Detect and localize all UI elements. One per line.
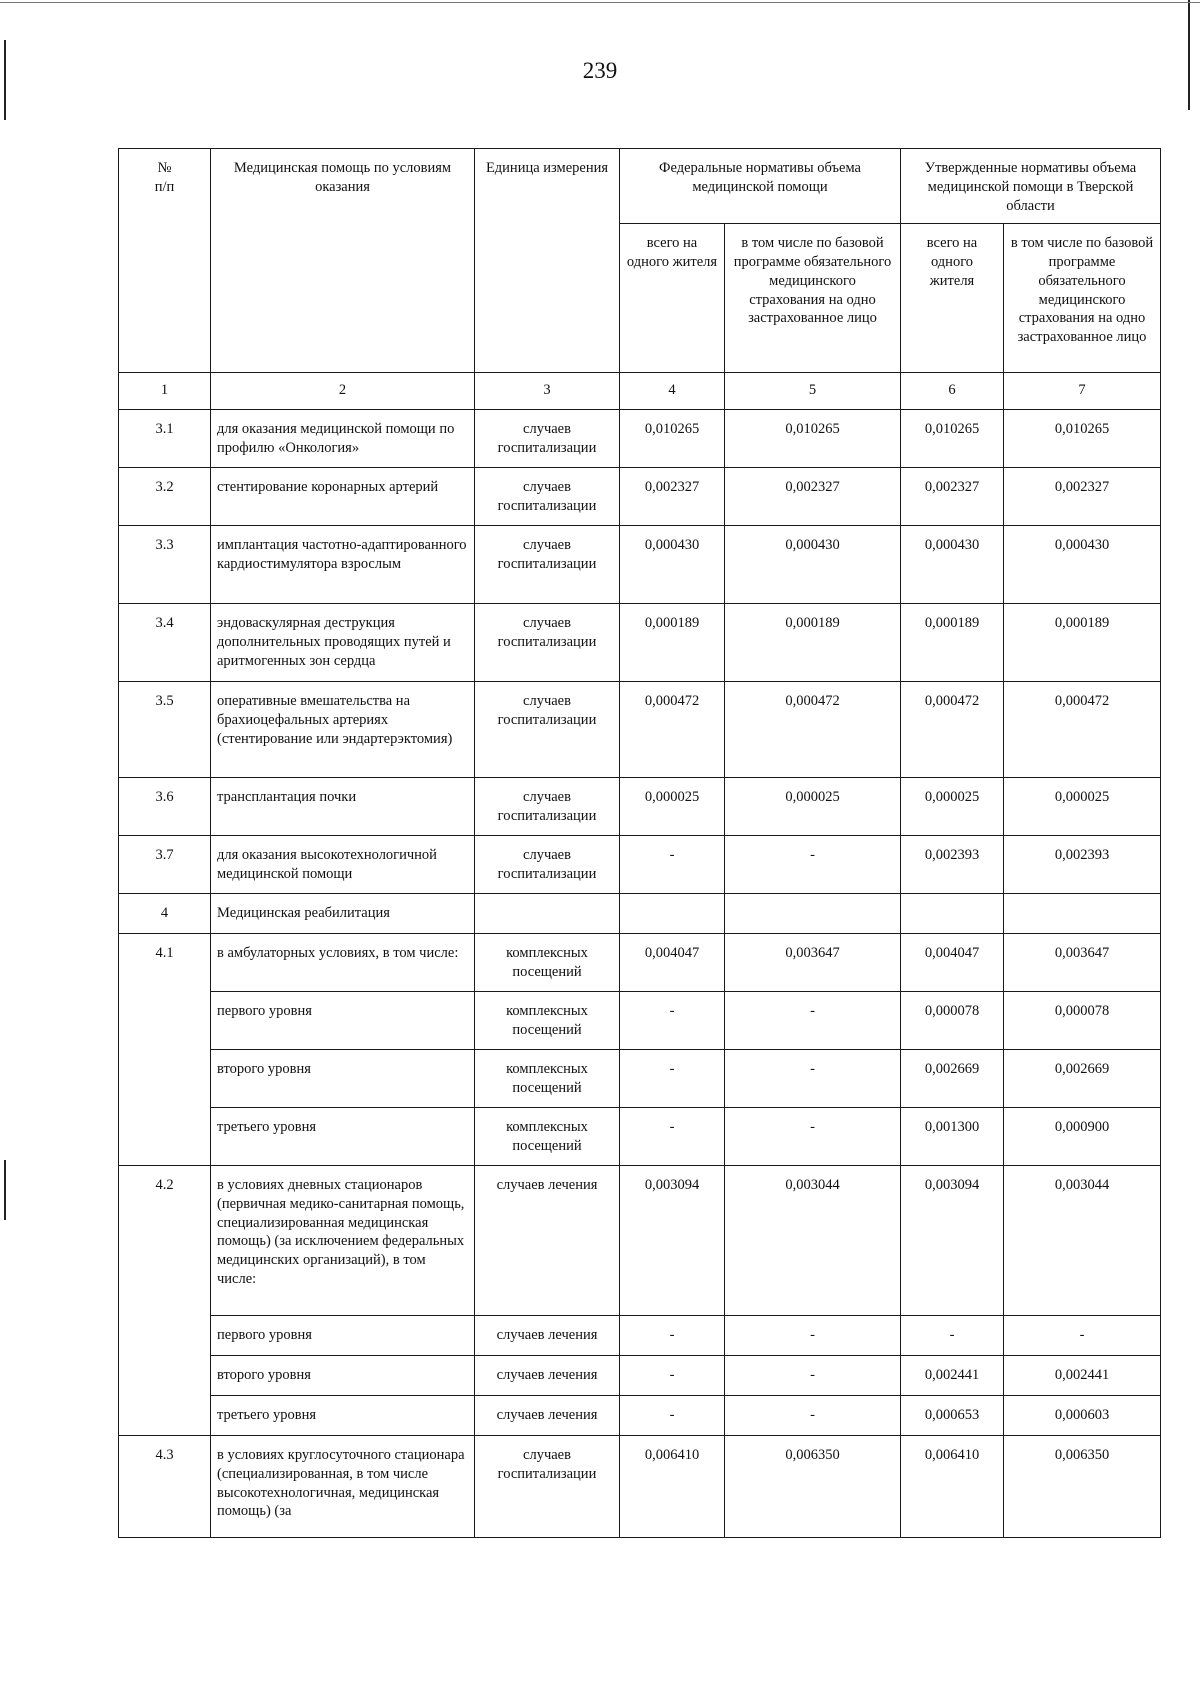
header-num-cont (119, 224, 211, 373)
column-number: 1 (119, 373, 211, 410)
row-number: 3.6 (119, 777, 211, 835)
table-row (119, 991, 1161, 1049)
row-approved-per-resident: 0,000189 (901, 603, 1004, 681)
row-approved-per-insured: 0,000025 (1004, 777, 1161, 835)
column-number: 7 (1004, 373, 1161, 410)
row-federal-per-insured (725, 893, 901, 933)
row-federal-per-insured: - (725, 1107, 901, 1165)
row-approved-per-resident (901, 893, 1004, 933)
row-federal-per-insured: - (725, 835, 901, 893)
row-unit (475, 893, 620, 933)
row-name: первого уровня (211, 991, 475, 1049)
row-name: третьего уровня (211, 1107, 475, 1165)
row-approved-per-insured: 0,000900 (1004, 1107, 1161, 1165)
row-approved-per-resident: 0,003094 (901, 1165, 1004, 1315)
row-approved-per-insured: 0,003044 (1004, 1165, 1161, 1315)
row-unit: случаев госпитализации (475, 603, 620, 681)
header-type: Медицинская помощь по условиям оказания (211, 149, 475, 224)
row-approved-per-resident: 0,001300 (901, 1107, 1004, 1165)
row-name: оперативные вмешательства на брахиоцефальных артериях (стентирование или эндартерэктомия) (211, 681, 475, 777)
row-approved-per-insured: 0,000603 (1004, 1395, 1161, 1435)
row-approved-per-insured: 0,002393 (1004, 835, 1161, 893)
row-approved-per-insured: 0,002441 (1004, 1355, 1161, 1395)
row-approved-per-resident: 0,004047 (901, 933, 1004, 991)
header-federal: Федеральные нормативы объема медицинской помощи (620, 149, 901, 224)
row-federal-per-resident: 0,000472 (620, 681, 725, 777)
row-number: 3.5 (119, 681, 211, 777)
page-number: 239 (582, 58, 618, 83)
table-row (119, 1435, 1161, 1537)
row-federal-per-insured: 0,000430 (725, 525, 901, 603)
row-federal-per-insured: 0,000025 (725, 777, 901, 835)
row-unit: случаев госпитализации (475, 467, 620, 525)
row-number: 4.2 (119, 1165, 211, 1435)
row-name: первого уровня (211, 1315, 475, 1355)
scan-edge-mark (4, 40, 6, 120)
row-approved-per-resident: 0,002393 (901, 835, 1004, 893)
header-approved-per-insured: в том числе по базовой программе обязательного медицинского страхования на одно застрахованное лицо (1004, 224, 1161, 373)
row-approved-per-resident: 0,010265 (901, 409, 1004, 467)
table-row (119, 1315, 1161, 1355)
row-federal-per-resident: 0,000025 (620, 777, 725, 835)
column-number: 4 (620, 373, 725, 410)
header-approved-per-resident: всего на одного жителя (901, 224, 1004, 373)
scan-edge-mark (0, 2, 1200, 3)
row-approved-per-insured: 0,003647 (1004, 933, 1161, 991)
row-number: 3.2 (119, 467, 211, 525)
row-approved-per-insured: 0,000472 (1004, 681, 1161, 777)
row-name: третьего уровня (211, 1395, 475, 1435)
table-row (119, 409, 1161, 467)
row-unit: комплексных посещений (475, 1107, 620, 1165)
table-row (119, 893, 1161, 933)
column-number-row (119, 373, 1161, 410)
row-approved-per-resident: 0,000025 (901, 777, 1004, 835)
scan-edge-mark (4, 1160, 6, 1220)
row-unit: случаев лечения (475, 1395, 620, 1435)
row-approved-per-insured: 0,010265 (1004, 409, 1161, 467)
row-approved-per-resident: 0,000653 (901, 1395, 1004, 1435)
header-approved: Утвержденные нормативы объема медицинской помощи в Тверской области (901, 149, 1161, 224)
row-federal-per-resident: - (620, 1355, 725, 1395)
row-federal-per-insured: 0,003647 (725, 933, 901, 991)
header-unit-cont (475, 224, 620, 373)
column-number: 3 (475, 373, 620, 410)
row-federal-per-resident: - (620, 1049, 725, 1107)
row-federal-per-resident: 0,004047 (620, 933, 725, 991)
row-approved-per-resident: 0,000078 (901, 991, 1004, 1049)
row-number: 3.3 (119, 525, 211, 603)
row-approved-per-insured: - (1004, 1315, 1161, 1355)
row-federal-per-insured: 0,000189 (725, 603, 901, 681)
row-name: в амбулаторных условиях, в том числе: (211, 933, 475, 991)
row-federal-per-insured: 0,003044 (725, 1165, 901, 1315)
table-row (119, 1395, 1161, 1435)
row-approved-per-resident: 0,002669 (901, 1049, 1004, 1107)
table-row (119, 1107, 1161, 1165)
row-number: 3.7 (119, 835, 211, 893)
table-row (119, 467, 1161, 525)
header-num: № п/п (119, 149, 211, 224)
header-unit: Единица измерения (475, 149, 620, 224)
row-federal-per-resident: 0,002327 (620, 467, 725, 525)
row-federal-per-resident: - (620, 991, 725, 1049)
row-unit: случаев лечения (475, 1355, 620, 1395)
row-federal-per-insured: 0,006350 (725, 1435, 901, 1537)
row-name: в условиях дневных стационаров (первичная медико-санитарная помощь, специализированная медицинская помощь) (за исключением федеральных медицинских организаций), в том числе: (211, 1165, 475, 1315)
row-unit: случаев госпитализации (475, 777, 620, 835)
row-federal-per-resident: - (620, 1107, 725, 1165)
row-name: стентирование коронарных артерий (211, 467, 475, 525)
column-number: 6 (901, 373, 1004, 410)
row-federal-per-resident (620, 893, 725, 933)
row-number: 3.4 (119, 603, 211, 681)
row-federal-per-insured: 0,000472 (725, 681, 901, 777)
row-federal-per-insured: - (725, 1049, 901, 1107)
row-name: для оказания высокотехнологичной медицинской помощи (211, 835, 475, 893)
row-approved-per-resident: 0,006410 (901, 1435, 1004, 1537)
table-row (119, 1049, 1161, 1107)
row-approved-per-insured (1004, 893, 1161, 933)
norms-table (118, 148, 1161, 1538)
header-row-2 (119, 224, 1161, 373)
row-unit: случаев лечения (475, 1315, 620, 1355)
row-name: трансплантация почки (211, 777, 475, 835)
header-type-cont (211, 224, 475, 373)
row-name: эндоваскулярная деструкция дополнительных проводящих путей и аритмогенных зон сердца (211, 603, 475, 681)
header-federal-per-insured: в том числе по базовой программе обязательного медицинского страхования на одно застрахованное лицо (725, 224, 901, 373)
row-unit: комплексных посещений (475, 1049, 620, 1107)
row-approved-per-insured: 0,006350 (1004, 1435, 1161, 1537)
table-row (119, 525, 1161, 603)
row-number: 4 (119, 893, 211, 933)
row-federal-per-insured: 0,010265 (725, 409, 901, 467)
table-row (119, 1355, 1161, 1395)
row-federal-per-insured: - (725, 1315, 901, 1355)
row-name: имплантация частотно-адаптированного кардиостимулятора взрослым (211, 525, 475, 603)
table-row (119, 1165, 1161, 1315)
row-unit: случаев лечения (475, 1165, 620, 1315)
row-unit: комплексных посещений (475, 991, 620, 1049)
row-name: для оказания медицинской помощи по профилю «Онкология» (211, 409, 475, 467)
row-approved-per-insured: 0,000189 (1004, 603, 1161, 681)
column-number: 5 (725, 373, 901, 410)
row-unit: случаев госпитализации (475, 525, 620, 603)
row-approved-per-resident: 0,000472 (901, 681, 1004, 777)
row-approved-per-insured: 0,000078 (1004, 991, 1161, 1049)
row-federal-per-resident: 0,003094 (620, 1165, 725, 1315)
row-federal-per-insured: 0,002327 (725, 467, 901, 525)
scan-edge-mark (1188, 0, 1190, 110)
row-federal-per-resident: 0,000430 (620, 525, 725, 603)
row-approved-per-insured: 0,002327 (1004, 467, 1161, 525)
row-approved-per-resident: 0,002327 (901, 467, 1004, 525)
row-number: 4.3 (119, 1435, 211, 1537)
row-name: второго уровня (211, 1355, 475, 1395)
row-name: второго уровня (211, 1049, 475, 1107)
row-number: 4.1 (119, 933, 211, 1165)
table-row (119, 777, 1161, 835)
row-federal-per-resident: - (620, 835, 725, 893)
header-federal-per-resident: всего на одного жителя (620, 224, 725, 373)
row-unit: комплексных посещений (475, 933, 620, 991)
row-unit: случаев госпитализации (475, 409, 620, 467)
row-approved-per-resident: 0,002441 (901, 1355, 1004, 1395)
row-federal-per-insured: - (725, 1395, 901, 1435)
row-name: Медицинская реабилитация (211, 893, 475, 933)
table-row (119, 933, 1161, 991)
row-name: в условиях круглосуточного стационара (специализированная, в том числе высокотехнологичная, медицинская помощь) (за (211, 1435, 475, 1537)
column-number: 2 (211, 373, 475, 410)
row-unit: случаев госпитализации (475, 835, 620, 893)
table-row (119, 681, 1161, 777)
row-federal-per-insured: - (725, 1355, 901, 1395)
row-approved-per-insured: 0,002669 (1004, 1049, 1161, 1107)
row-approved-per-insured: 0,000430 (1004, 525, 1161, 603)
row-federal-per-resident: - (620, 1315, 725, 1355)
row-federal-per-insured: - (725, 991, 901, 1049)
row-number: 3.1 (119, 409, 211, 467)
header-row-1 (119, 149, 1161, 224)
row-federal-per-resident: 0,000189 (620, 603, 725, 681)
row-approved-per-resident: - (901, 1315, 1004, 1355)
row-federal-per-resident: 0,010265 (620, 409, 725, 467)
row-federal-per-resident: - (620, 1395, 725, 1435)
row-unit: случаев госпитализации (475, 1435, 620, 1537)
row-approved-per-resident: 0,000430 (901, 525, 1004, 603)
table-row (119, 603, 1161, 681)
table-row (119, 835, 1161, 893)
row-unit: случаев госпитализации (475, 681, 620, 777)
row-federal-per-resident: 0,006410 (620, 1435, 725, 1537)
